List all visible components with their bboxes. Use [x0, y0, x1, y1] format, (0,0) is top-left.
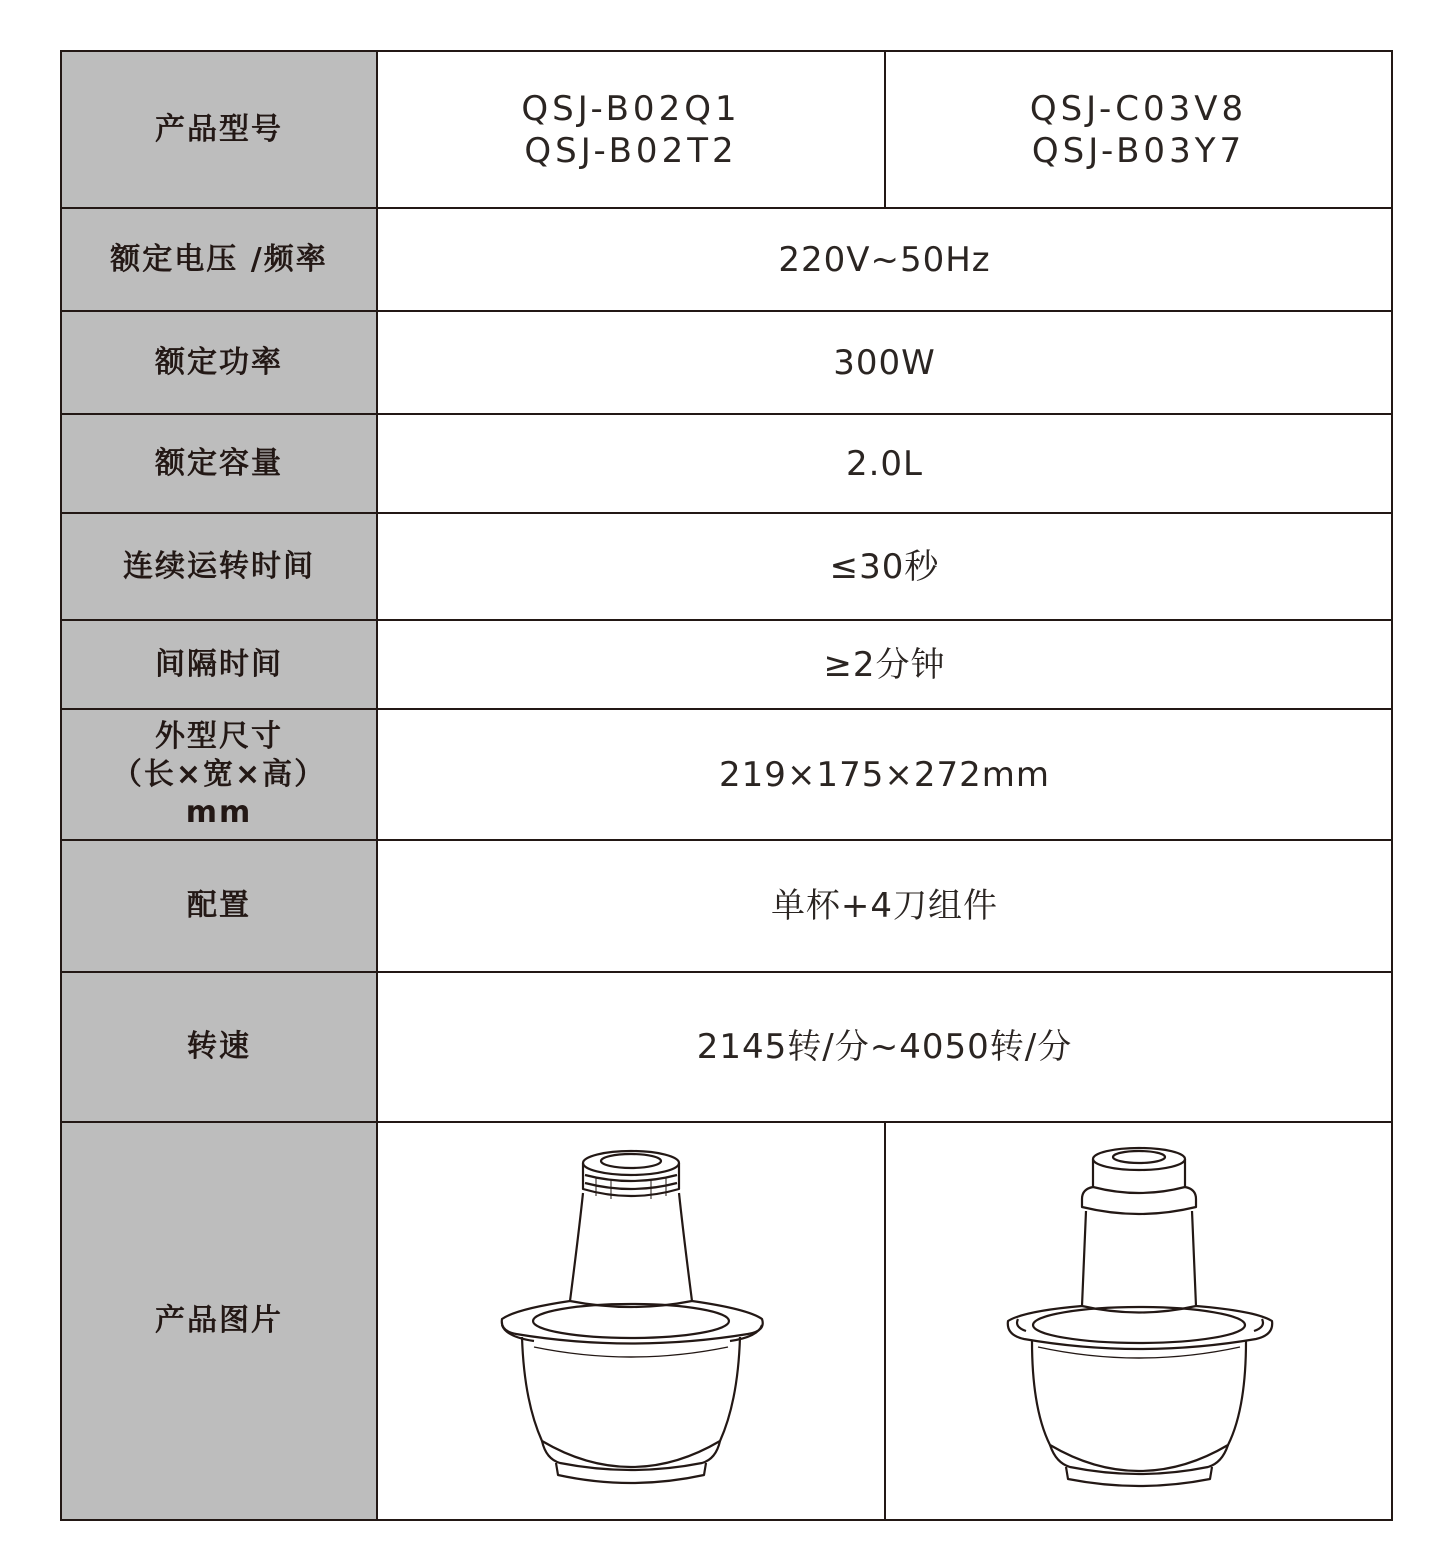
- images-label: 产品图片: [61, 1122, 377, 1520]
- config-value: 单杯+4刀组件: [377, 840, 1392, 972]
- row-power: [61, 311, 1392, 414]
- product-image-2-cell: [885, 1122, 1392, 1520]
- model-col1-line2: QSJ-B02T2: [524, 130, 738, 171]
- row-dimensions: [61, 709, 1392, 840]
- capacity-value: 2.0L: [377, 414, 1392, 513]
- voltage-value: 220V~50Hz: [377, 208, 1392, 311]
- spec-table: [60, 50, 1393, 1521]
- row-speed: [61, 972, 1392, 1122]
- row-config: [61, 840, 1392, 972]
- continuous-value: ≤30秒: [377, 513, 1392, 620]
- interval-label: 间隔时间: [61, 620, 377, 709]
- capacity-label: 额定容量: [61, 414, 377, 513]
- row-model: [61, 51, 1392, 208]
- config-label: 配置: [61, 840, 377, 972]
- dimensions-label-line1: 外型尺寸: [155, 718, 283, 754]
- row-interval: [61, 620, 1392, 709]
- model-col1-line1: QSJ-B02Q1: [521, 88, 741, 129]
- voltage-label: 额定电压 /频率: [61, 208, 377, 311]
- model-col1: [377, 51, 885, 208]
- model-col2-line1: QSJ-C03V8: [1029, 88, 1248, 129]
- row-continuous: [61, 513, 1392, 620]
- dimensions-value: 219×175×272mm: [377, 709, 1392, 840]
- dimensions-label: [61, 709, 377, 840]
- model-col2-line2: QSJ-B03Y7: [1031, 130, 1246, 171]
- speed-label: 转速: [61, 972, 377, 1122]
- dimensions-label-line3: mm: [185, 794, 253, 830]
- continuous-label: 连续运转时间: [61, 513, 377, 620]
- row-voltage: [61, 208, 1392, 311]
- row-images: [61, 1122, 1392, 1520]
- row-capacity: [61, 414, 1392, 513]
- product-image-1-cell: [377, 1122, 885, 1520]
- chopper-image-2: [994, 1141, 1284, 1501]
- interval-value: ≥2分钟: [377, 620, 1392, 709]
- model-col2: [885, 51, 1392, 208]
- model-label: 产品型号: [61, 51, 377, 208]
- dimensions-label-line2: （长×宽×高）: [111, 756, 327, 792]
- speed-value: 2145转/分~4050转/分: [377, 972, 1392, 1122]
- chopper-image-1: [486, 1141, 776, 1501]
- power-value: 300W: [377, 311, 1392, 414]
- power-label: 额定功率: [61, 311, 377, 414]
